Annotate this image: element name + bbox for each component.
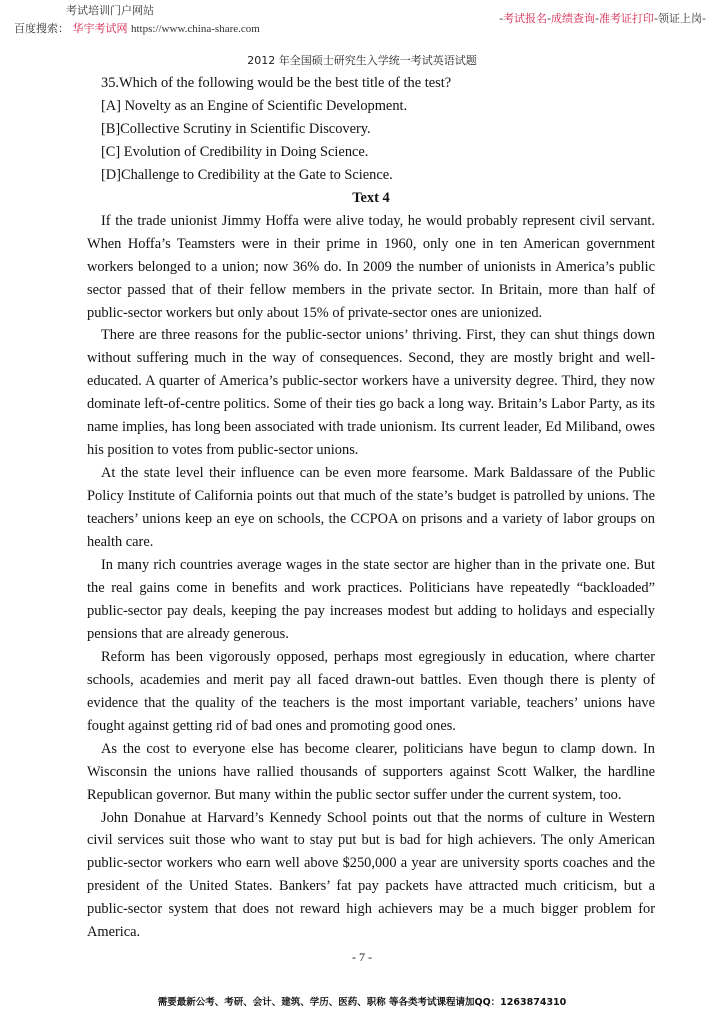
site-header xyxy=(0,0,724,40)
search-label: 百度搜索： xyxy=(14,22,69,35)
footer-note: 需要最新公考、考研、会计、建筑、学历、医药、职称 等各类考试课程请加QQ：1263874310 xyxy=(157,997,567,1008)
nav-exam-registration[interactable]: 考试报名 xyxy=(503,12,548,25)
paragraph: Reform has been vigorously opposed, perhaps most egregiously in education, where charter schools, academies and merit pay all faced drawn-out battles. Even though there is plenty of evidence that the quality of the teachers is the most important variable, teachers’ unions have fought against getting rid of bad ones and promoting good ones. xyxy=(87,648,655,734)
nav-admission-ticket[interactable]: 准考证打印 xyxy=(599,12,655,25)
paragraph: If the trade unionist Jimmy Hoffa were alive today, he would probably represent civil servant. When Hoffa’s Teamsters were in their prime in 1960, only one in ten American government workers belonged to a union; now 36% do. In 2009 the number of unionists in America’s public sector passed that of their fellow members in the private sector. In Britain, more than half of public-sector workers but only about 15% of private-sector ones are unionized. xyxy=(87,212,655,321)
nav-certification: 领证上岗 xyxy=(658,12,703,25)
site-name: 考试培训门户网站 xyxy=(66,4,154,17)
top-nav: -考试报名-成绩查询-准考证打印-领证上岗- xyxy=(499,12,706,25)
option-a: [A] Novelty as an Engine of Scientific Development. xyxy=(101,97,408,114)
brand-link[interactable]: 华宇考试网 xyxy=(72,22,128,35)
question-title: 35.Which of the following would be the best title of the test? xyxy=(101,75,452,91)
paragraph: At the state level their influence can be even more fearsome. Mark Baldassare of the Public Policy Institute of California points out that much of the state’s budget is patrolled by unions. The teachers’ unions keep an eye on schools, the CCPOA on prisons and a variety of labor groups on health care. xyxy=(87,465,655,551)
page-number: - 7 - xyxy=(352,950,372,964)
paragraph: In many rich countries average wages in the state sector are higher than in the private one. But the real gains come in benefits and work practices. Politicians have repeatedly “backloaded” public-sector pay deals, keeping the pay increases modest but adding to holidays and especially pensions that are already generous. xyxy=(87,557,655,642)
document-body xyxy=(87,72,655,944)
option-d: [D]Challenge to Credibility at the Gate to Science. xyxy=(101,166,393,183)
site-url[interactable]: https://www.china-share.com xyxy=(131,23,260,35)
paragraph: John Donahue at Harvard’s Kennedy School points out that the norms of culture in Western civil services suit those who want to stay put but is bad for high achievers. The only American public-sector workers who earn well above $250,000 a year are university sports coaches and the president of the United States. Bankers’ fat pay packets have attracted much criticism, but a public-sector system that does not reward high achievers may be a much bigger problem for America. xyxy=(87,809,655,941)
search-line xyxy=(14,20,260,36)
option-c: [C] Evolution of Credibility in Doing Science. xyxy=(101,143,369,160)
paragraph: As the cost to everyone else has become clearer, politicians have begun to clamp down. In Wisconsin the unions have rallied thousands of supporters against Scott Walker, the hardline Republican governor. But many within the public sector suffer under the current system, too. xyxy=(87,740,655,803)
nav-score-query[interactable]: 成绩查询 xyxy=(551,12,596,25)
paragraph: There are three reasons for the public-sector unions’ thriving. First, they can shut things down without suffering much in the way of consequences. Second, they are mostly bright and well-educated. A quarter of America’s public-sector workers have a university degree. Third, they now dominate left-of-centre politics. Some of their ties go back a long way. Britain’s Labor Party, as its name implies, has long been associated with trade unionism. Its current leader, Ed Miliband, owes his position to votes from public-sector unions. xyxy=(87,327,655,459)
exam-title: 2012 年全国硕士研究生入学统一考试英语试题 xyxy=(247,54,477,67)
section-title: Text 4 xyxy=(352,189,390,206)
option-b: [B]Collective Scrutiny in Scientific Discovery. xyxy=(101,120,371,137)
